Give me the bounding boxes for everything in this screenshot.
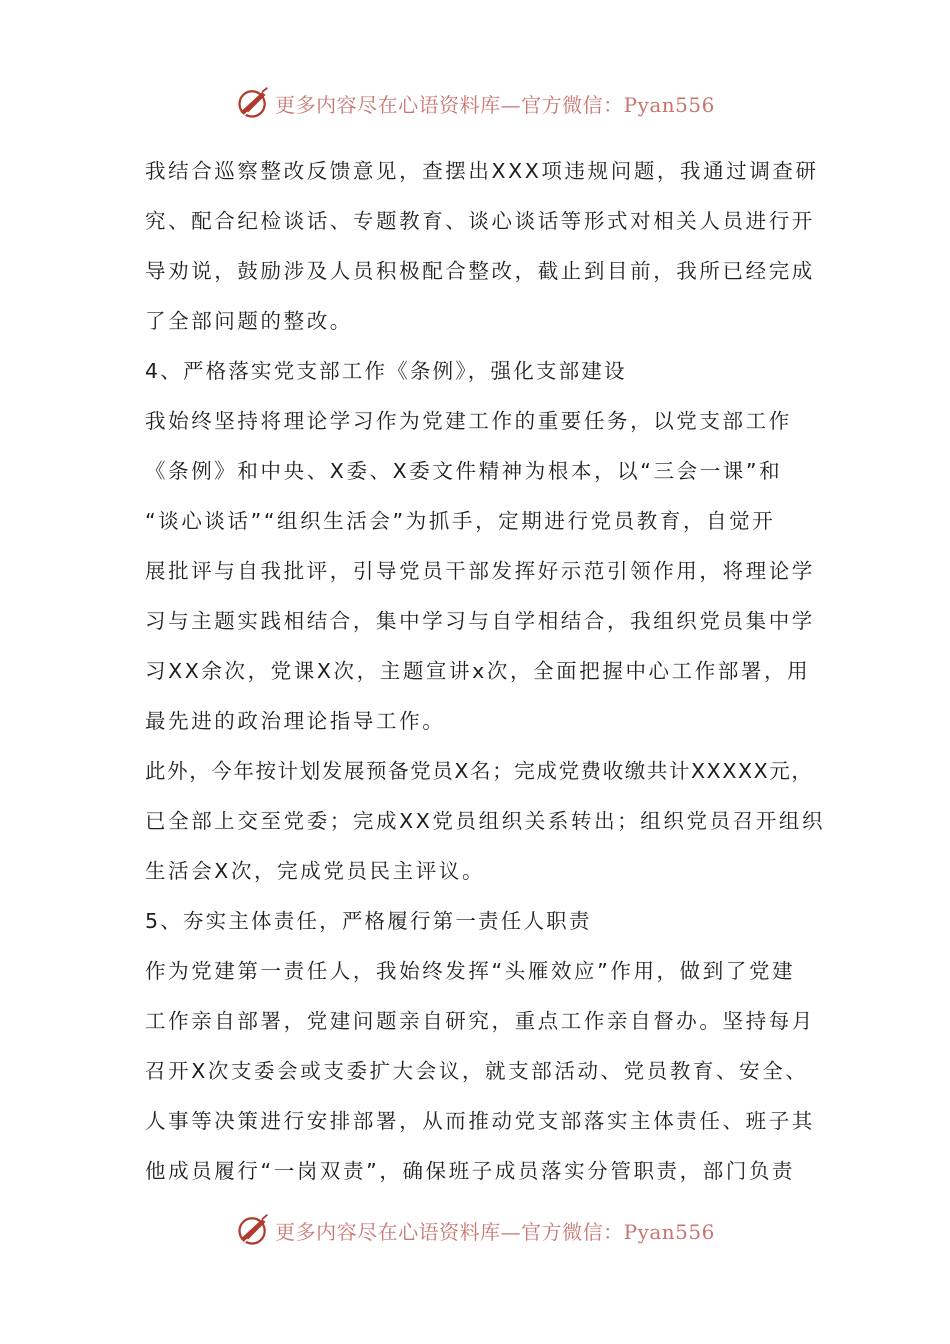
- text-line: 召开X次支委会或支委扩大会议，就支部活动、党员教育、安全、: [145, 1059, 809, 1083]
- paragraph: [145, 746, 826, 896]
- text-line: 最先进的政治理论指导工作。: [145, 709, 446, 733]
- paragraph: [145, 396, 815, 746]
- pen-logo-icon: [235, 1212, 271, 1248]
- pen-logo-icon: [235, 85, 271, 121]
- text-line: 他成员履行“一岗双责”，确保班子成员落实分管职责，部门负责: [145, 1159, 796, 1183]
- text-line: 我结合巡察整改反馈意见，查摆出XXX项违规问题，我通过调查研: [145, 159, 819, 183]
- text-line: “谈心谈话”“组织生活会”为抓手，定期进行党员教育，自觉开: [145, 509, 776, 533]
- text-line: 究、配合纪检谈话、专题教育、谈心谈话等形式对相关人员进行开: [145, 209, 815, 233]
- text-line: 生活会X次，完成党员民主评议。: [145, 859, 486, 883]
- watermark-text: 更多内容尽在心语资料库—官方微信：Pyan556: [275, 92, 715, 117]
- text-line: 导劝说，鼓励涉及人员积极配合整改，截止到目前，我所已经完成: [145, 259, 815, 283]
- text-line: 我始终坚持将理论学习作为党建工作的重要任务，以党支部工作: [145, 409, 792, 433]
- text-line: 习与主题实践相结合，集中学习与自学相结合，我组织党员集中学: [145, 609, 815, 633]
- text-line: 了全部问题的整改。: [145, 309, 353, 333]
- section-heading: 4、严格落实党支部工作《条例》，强化支部建设: [145, 359, 627, 383]
- paragraph: [145, 946, 815, 1196]
- text-line: 展批评与自我批评，引导党员干部发挥好示范引领作用，将理论学: [145, 559, 815, 583]
- text-line: 工作亲自部署，党建问题亲自研究，重点工作亲自督办。坚持每月: [145, 1009, 815, 1033]
- section-heading: 5、夯实主体责任，严格履行第一责任人职责: [145, 909, 592, 933]
- text-line: 作为党建第一责任人，我始终发挥“头雁效应”作用，做到了党建: [145, 959, 796, 983]
- text-line: 已全部上交至党委；完成XX党员组织关系转出；组织党员召开组织: [145, 809, 826, 833]
- header-watermark: [0, 83, 950, 123]
- paragraph: [145, 146, 819, 346]
- footer-watermark: [0, 1210, 950, 1250]
- text-line: 习XX余次，党课X次，主题宣讲x次，全面把握中心工作部署，用: [145, 659, 811, 683]
- text-line: 《条例》和中央、X委、X委文件精神为根本，以“三会一课”和: [145, 459, 783, 483]
- text-line: 人事等决策进行安排部署，从而推动党支部落实主体责任、班子其: [145, 1109, 815, 1133]
- text-line: 此外，今年按计划发展预备党员X名；完成党费收缴共计XXXXX元，: [145, 759, 814, 783]
- document-body: [145, 146, 826, 1196]
- watermark-text: 更多内容尽在心语资料库—官方微信：Pyan556: [275, 1219, 715, 1244]
